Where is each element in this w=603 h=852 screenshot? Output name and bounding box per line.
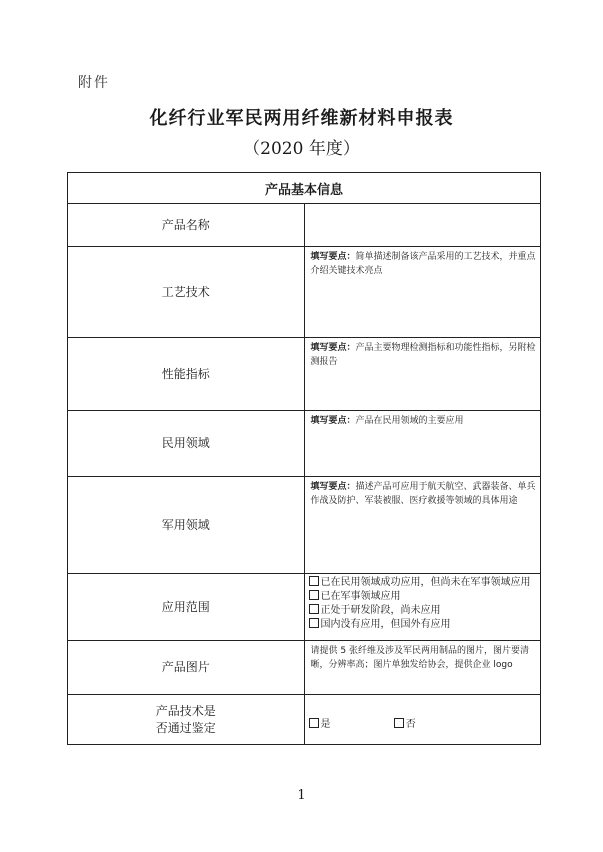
appraisal-label: 产品技术是 否通过鉴定 bbox=[68, 695, 305, 745]
product-images-label: 产品图片 bbox=[68, 641, 305, 695]
checkbox-icon[interactable] bbox=[394, 718, 404, 728]
page-number: 1 bbox=[297, 788, 306, 803]
hint-label: 填写要点： bbox=[310, 416, 356, 426]
civil-field-field[interactable] bbox=[304, 411, 541, 477]
checkbox-icon[interactable] bbox=[309, 718, 319, 728]
table-row bbox=[68, 204, 541, 247]
table-row bbox=[68, 338, 541, 411]
appraisal-options bbox=[304, 695, 541, 745]
hint-label: 填写要点： bbox=[310, 343, 356, 353]
hint-label: 填写要点： bbox=[310, 482, 356, 492]
form-year: （2020 年度） bbox=[243, 139, 360, 159]
application-scope-label: 应用范围 bbox=[68, 574, 305, 641]
table-row bbox=[68, 695, 541, 745]
military-field-field[interactable] bbox=[304, 477, 541, 574]
performance-hint: 产品主要物理检测指标和功能性指标，另附检测报告 bbox=[310, 343, 536, 367]
civil-field-hint: 产品在民用领域的主要应用 bbox=[355, 416, 464, 426]
checkbox-icon[interactable] bbox=[309, 618, 319, 628]
form-title: 化纤行业军民两用纤维新材料申报表 bbox=[149, 108, 454, 129]
scope-option-military[interactable]: 已在军事领域应用 bbox=[305, 590, 541, 604]
application-form-table bbox=[67, 172, 541, 745]
table-row bbox=[68, 477, 541, 574]
scope-option-civil[interactable]: 已在民用领域成功应用，但尚未在军事领域应用 bbox=[305, 576, 541, 590]
process-tech-field[interactable] bbox=[304, 247, 541, 338]
civil-field-label: 民用领域 bbox=[68, 411, 305, 477]
table-row bbox=[68, 247, 541, 338]
attachment-label: 附件 bbox=[78, 75, 110, 91]
scope-option-abroad[interactable]: 国内没有应用，但国外有应用 bbox=[305, 618, 541, 632]
section-header: 产品基本信息 bbox=[68, 173, 541, 204]
table-row bbox=[68, 641, 541, 695]
military-field-label: 军用领域 bbox=[68, 477, 305, 574]
scope-option-research[interactable]: 正处于研发阶段，尚未应用 bbox=[305, 604, 541, 618]
application-scope-options bbox=[304, 574, 541, 641]
product-images-hint: 请提供 5 张纤维及涉及军民两用制品的图片，图片要清晰，分辨率高；图片单独发给协会，提供企业 logo bbox=[310, 646, 529, 670]
table-row bbox=[68, 574, 541, 641]
checkbox-icon[interactable] bbox=[309, 576, 319, 586]
performance-field[interactable] bbox=[304, 338, 541, 411]
process-tech-hint: 简单描述制备该产品采用的工艺技术，并重点介绍关键技术亮点 bbox=[310, 252, 536, 276]
performance-label: 性能指标 bbox=[68, 338, 305, 411]
product-images-field[interactable] bbox=[304, 641, 541, 695]
checkbox-icon[interactable] bbox=[309, 590, 319, 600]
checkbox-icon[interactable] bbox=[309, 604, 319, 614]
appraisal-no[interactable]: 否 bbox=[394, 715, 416, 730]
appraisal-yes[interactable]: 是 bbox=[309, 715, 331, 730]
process-tech-label: 工艺技术 bbox=[68, 247, 305, 338]
hint-label: 填写要点： bbox=[310, 252, 356, 262]
military-field-hint: 描述产品可应用于航天航空、武器装备、单兵作战及防护、军装被服、医疗救援等领域的具体用途 bbox=[310, 482, 536, 506]
product-name-field[interactable] bbox=[304, 204, 541, 247]
product-name-label: 产品名称 bbox=[68, 204, 305, 247]
table-row bbox=[68, 411, 541, 477]
section-header-row bbox=[68, 173, 541, 204]
